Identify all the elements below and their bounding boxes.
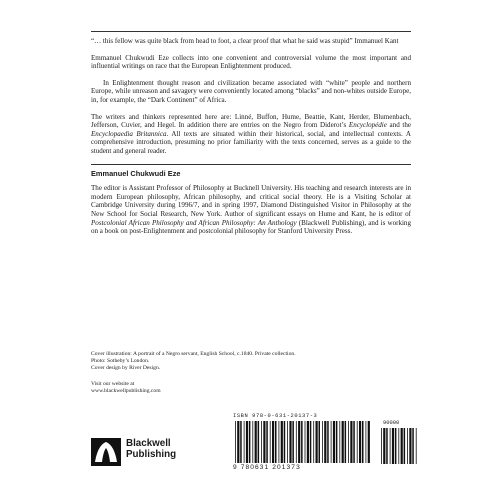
website-label: Visit our website at — [91, 381, 135, 387]
barcode-bar — [305, 421, 306, 463]
barcode-bar — [359, 421, 361, 463]
enlightenment-paragraph: In Enlightenment thought reason and civilization became associated with “white” people and northern Europe, while unreason and savagery were conveniently located among “blacks” and non-whites outside Europe, in, for example, the “Dark Continent” of Africa. — [91, 78, 411, 104]
barcode-bar — [368, 421, 370, 463]
barcode-bar — [395, 428, 397, 464]
barcode-bar — [336, 421, 338, 463]
barcode-bar — [296, 421, 297, 463]
barcode-bar — [263, 421, 265, 463]
middle-rule — [91, 164, 411, 165]
quote-text: “… this fellow was quite black from head to foot, a clear proof that what he said was stupid” — [91, 37, 353, 45]
barcode-bar — [240, 421, 242, 463]
isbn-barcode — [233, 413, 421, 473]
barcode-bar — [252, 421, 253, 463]
barcode-bar — [342, 421, 344, 463]
barcode-bar — [392, 428, 394, 464]
barcode-bar — [333, 421, 335, 463]
barcode-bar — [298, 421, 300, 463]
barcode-bar — [383, 428, 385, 464]
publisher-name — [126, 438, 176, 460]
barcode-bar — [272, 421, 274, 463]
barcode-bar — [289, 421, 291, 463]
barcode-bar — [279, 421, 280, 463]
barcode-bar — [416, 428, 417, 464]
barcode-digits: 9 780631 201373 — [233, 464, 301, 471]
barcode-bar — [362, 421, 364, 463]
barcode-bar — [258, 421, 260, 463]
encyclopedie-title: Encyclopédie — [348, 121, 387, 130]
writers-text-3: . All texts are situated within their historical, social, and intellectual contexts. A comprehensive introduction, presuming no prior familiarity with the texts concerned, serves as a guide to the student and general reader. — [91, 129, 411, 155]
barcode-bar — [331, 421, 332, 463]
barcode-bar — [316, 421, 318, 463]
barcode-bar — [307, 421, 309, 463]
editor-name: Emmanuel Chukwudi Eze — [91, 168, 181, 178]
barcode-bar — [407, 428, 408, 464]
writers-text-1: The writers and thinkers represented here are: Linné, Buffon, Hume, Beattie, Kant, Herder, Blumenbach, Jefferson, Cuvier, and Hegel. In addition there are entries on the Negro from Diderot’s — [91, 112, 411, 130]
barcode-bar — [319, 421, 321, 463]
barcode-bar — [353, 421, 355, 463]
price-code: 90000 — [383, 420, 400, 426]
isbn-number: ISBN 978-0-631-20137-3 — [233, 413, 318, 419]
barcode-bar — [327, 421, 329, 463]
barcode-bar — [348, 421, 349, 463]
barcode-bar — [261, 421, 262, 463]
barcode-bar — [266, 421, 268, 463]
cover-credits — [91, 351, 411, 371]
top-rule — [91, 31, 411, 32]
barcode-bar — [366, 421, 367, 463]
writers-paragraph — [91, 113, 411, 156]
barcode-bar — [357, 421, 358, 463]
barcode-bar — [339, 421, 340, 463]
barcode-bar — [381, 428, 382, 464]
britannica-title: Encyclopaedia Britannica — [91, 129, 167, 138]
barcode-bar — [409, 428, 411, 464]
website-note — [91, 381, 411, 395]
barcode-bar — [404, 428, 406, 464]
intro-paragraph: Emmanuel Chukwudi Eze collects into one convenient and controversial volume the most important and influential writings on race that the European Enlightenment produced. — [91, 53, 411, 71]
publisher-line-1: Blackwell — [126, 438, 171, 449]
barcode-bar — [255, 421, 257, 463]
barcode-bar — [237, 421, 239, 463]
barcode-bar — [398, 428, 399, 464]
barcode-bar — [246, 421, 248, 463]
barcode-bar — [310, 421, 312, 463]
editor-book-title: Postcolonial African Philosophy and African Philosophy: An Anthology — [91, 218, 297, 227]
barcode-bar — [275, 421, 277, 463]
credit-design: Cover design by River Design. — [91, 364, 161, 371]
barcode-bar — [324, 421, 326, 463]
barcode-bar — [390, 428, 391, 464]
price-barcode-bars — [379, 428, 419, 466]
barcode-bar — [249, 421, 251, 463]
barcode-bar — [292, 421, 294, 463]
back-cover-text — [91, 31, 411, 244]
barcode-bars — [233, 421, 373, 465]
publisher-logo — [91, 436, 201, 468]
editor-bio — [91, 184, 411, 236]
kant-quote — [91, 37, 411, 46]
writers-text-2: and the — [386, 121, 412, 130]
barcode-bar — [322, 421, 323, 463]
barcode-bar — [350, 421, 352, 463]
barcode-bar — [244, 421, 245, 463]
barcode-bar — [313, 421, 314, 463]
publisher-line-2: Publishing — [126, 449, 177, 460]
barcode-bar — [270, 421, 271, 463]
credit-illustration: Cover illustration: A portrait of a Negro servant, English School, c.1840. Private collection. — [91, 351, 296, 357]
credit-photo: Photo: Sotheby’s London. — [91, 357, 150, 364]
barcode-bar — [301, 421, 303, 463]
barcode-bar — [235, 421, 236, 463]
barcode-bar — [345, 421, 347, 463]
barcode-bar — [281, 421, 283, 463]
barcode-bar — [401, 428, 403, 464]
editor-bio-text-1: The editor is Assistant Professor of Philosophy at Bucknell University. His teaching and research interests are in modern European philosophy, African philosophy, and critical social theory. He is a Visiting Scholar at Cambridge University during 1996/7, and in spring 1997, Diamond Distinguished Visitor in Philosophy at the New School for Social Research, New York. Author of significant essays on Hume and Kant, he is editor of — [91, 184, 411, 218]
barcode-bar — [412, 428, 414, 464]
quote-author: Immanuel Kant — [354, 37, 399, 45]
barcode-bar — [284, 421, 286, 463]
barcode-bar — [386, 428, 388, 464]
editor-bio-text-2: (Blackwell Publishing), and is working on a book on post-Enlightenment and postcolonial philosophy for Stanford University Press. — [91, 218, 411, 236]
barcode-bar — [287, 421, 288, 463]
website-url: www.blackwellpublishing.com — [91, 387, 161, 394]
blackwell-logo-icon — [91, 438, 121, 466]
